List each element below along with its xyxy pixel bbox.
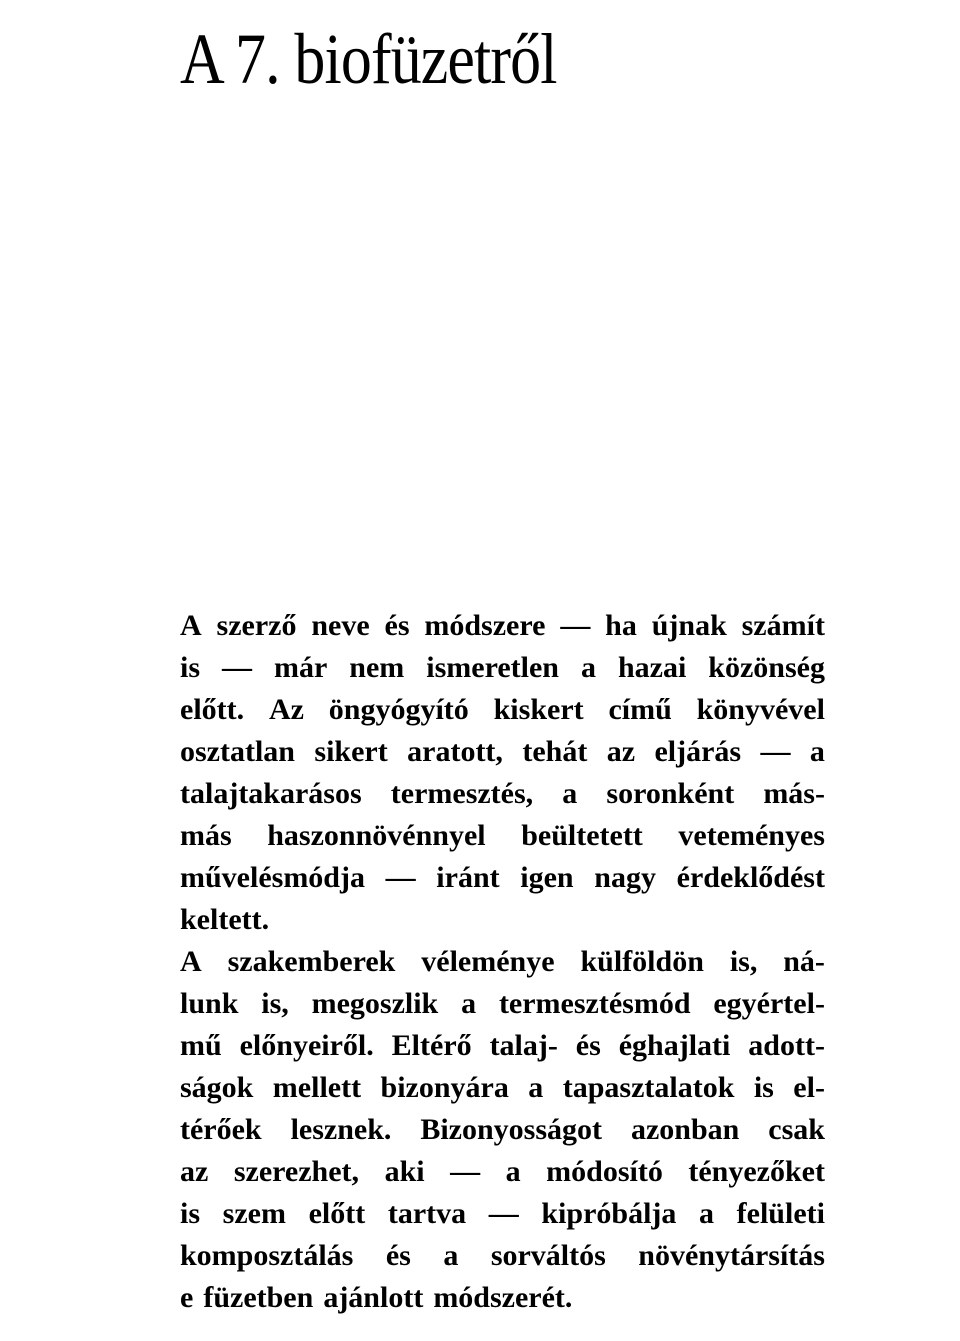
text-line: keltett. <box>180 903 270 936</box>
text-line: talajtakarásos termesztés, a soronként más- <box>180 777 825 810</box>
paragraph-2 <box>180 941 825 1319</box>
page-title: A 7. biofüzetről <box>180 19 557 99</box>
text-line: osztatlan sikert aratott, tehát az eljárás — a <box>180 735 825 768</box>
paragraph-1 <box>180 605 825 941</box>
text-line: lunk is, megoszlik a termesztésmód egyértel- <box>180 987 825 1020</box>
text-line: térőek lesznek. Bizonyosságot azonban csak <box>180 1113 825 1146</box>
text-line: is szem előtt tartva — kipróbálja a felületi <box>180 1197 825 1230</box>
body-text <box>180 605 825 1319</box>
text-line: A szerző neve és módszere — ha újnak számít <box>180 609 825 642</box>
text-line: mű előnyeiről. Eltérő talaj- és éghajlati adott- <box>180 1029 825 1062</box>
text-line: A szakemberek véleménye külföldön is, ná- <box>180 945 825 978</box>
text-line: e füzetben ajánlott módszerét. <box>180 1281 573 1314</box>
text-line: komposztálás és a sorváltós növénytársítás <box>180 1239 825 1272</box>
text-line: más haszonnövénnyel beültetett veteményes <box>180 819 825 852</box>
text-line: művelésmódja — iránt igen nagy érdeklődést <box>180 861 825 894</box>
text-line: előtt. Az öngyógyító kiskert című könyvével <box>180 693 825 726</box>
text-line: ságok mellett bizonyára a tapasztalatok is el- <box>180 1071 825 1104</box>
text-line: is — már nem ismeretlen a hazai közönség <box>180 651 825 684</box>
text-line: az szerezhet, aki — a módosító tényezőket <box>180 1155 825 1188</box>
